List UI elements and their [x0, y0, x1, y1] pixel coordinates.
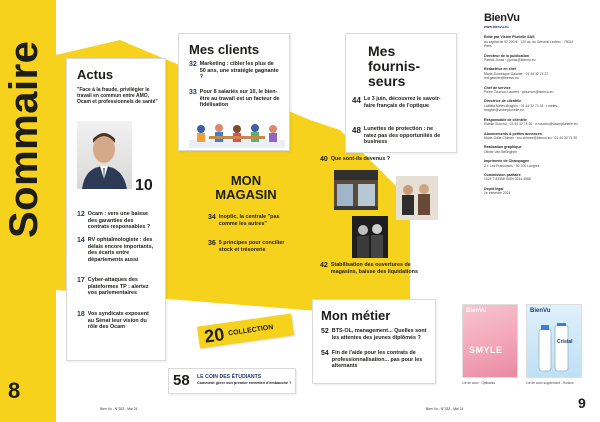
item-page: 40: [320, 156, 328, 163]
masthead-head: Directrice de clientèle: [484, 99, 522, 104]
item-page: 36: [208, 240, 216, 247]
cover-horizon[interactable]: BienVu Cristal: [526, 304, 582, 378]
clients-section: [178, 33, 290, 151]
footer-left: Bien Vu - N°332 - Mai 24: [100, 407, 138, 411]
masthead-entry: [484, 145, 580, 154]
cover-brand: SMYLE: [469, 345, 503, 355]
item-text: Fin de l'aide pour les contrats de professionnalisation... pas pour les alternants: [331, 350, 423, 370]
masthead-body: 2e trimestre 2024: [484, 191, 511, 196]
clients-illustration: [189, 120, 285, 148]
page-number-left: 8: [8, 378, 21, 403]
magasin-item[interactable]: [320, 156, 430, 163]
masthead-head: Dépôt légal: [484, 186, 504, 191]
etudiants-text: Comment gérer son premier entretien d'embauche ?: [197, 381, 292, 385]
masthead-entry: [484, 173, 580, 182]
item-page: 34: [208, 214, 216, 221]
etudiants-section[interactable]: [168, 368, 296, 394]
masthead-entry: [484, 67, 580, 80]
masthead-head: Réalisation graphique: [484, 145, 522, 150]
team-photo: [396, 176, 438, 220]
metier-title: Mon métier: [321, 308, 391, 323]
masthead-head: Chef de service: [484, 85, 511, 90]
actus-item[interactable]: [77, 237, 165, 263]
magasin-item[interactable]: [320, 262, 430, 275]
fournisseurs-section: [345, 33, 457, 153]
cover-caption: 1re de couv : Optiswiss: [462, 381, 495, 385]
cover-brand: Cristal: [557, 339, 573, 345]
masthead-body: Olivier Van Bellinghen: [484, 149, 518, 154]
masthead-body: Marie-Dominique Gasnier · 01 44 32 74 37 · md.gasnier@bienvu.eu: [484, 71, 551, 81]
masthead-head: Rédactrice en chef: [484, 67, 516, 72]
masthead-head: Responsable de clientèle: [484, 117, 527, 122]
item-text: Inoptic, la centrale "pas comme les autres": [218, 214, 280, 227]
masthead-entry: [484, 86, 580, 95]
masthead-body: 1024 T 83358 ISSN 0244-4968: [484, 177, 531, 182]
item-text: Marketing : cibler les plus de 50 ans, une stratégie gagnante ?: [199, 61, 279, 81]
collection-number: 20: [202, 323, 226, 347]
item-page: 44: [352, 96, 361, 105]
cover-optiswiss[interactable]: BienVu SMYLE: [462, 304, 518, 378]
fournisseurs-item[interactable]: [352, 126, 456, 146]
footer-right: Bien Vu - N°332 - Mai 24: [426, 407, 464, 411]
masthead-head: Commission paritaire: [484, 172, 521, 177]
masthead-head: Directeur de la publication: [484, 53, 530, 58]
masthead-body: Z.I. Les Franchises · 52 200 Langres: [484, 163, 540, 168]
masthead-head: Imprimerie de Champagne: [484, 159, 530, 164]
etudiants-title: LE COIN DES ÉTUDIANTS: [197, 374, 262, 380]
item-text: BTS-OL, management... Quelles sont les attentes des jeunes diplômés ?: [331, 328, 427, 341]
actus-item[interactable]: [77, 311, 165, 331]
fournisseurs-title-line1: Mes: [368, 43, 396, 59]
actus-quote-page: 10: [135, 177, 153, 194]
masthead-entry: [484, 54, 580, 63]
fournisseurs-title-line3: seurs: [368, 73, 406, 89]
item-page: 48: [352, 126, 361, 135]
masthead-url[interactable]: www.bienvu.eu: [484, 25, 509, 29]
bienvu-logo: BienVu: [484, 12, 520, 24]
actus-section: [66, 58, 166, 361]
item-text: Que sont-ils devenus ?: [330, 156, 391, 162]
actus-title: Actus: [77, 67, 114, 82]
fournisseurs-title-line2: fournis-: [368, 58, 421, 74]
actus-item[interactable]: [77, 211, 165, 231]
item-text: Vos syndicats exposent au Sénat leur vision du rôle des Ocam: [87, 311, 149, 331]
masthead-entry: [484, 118, 580, 127]
masthead-entry: [484, 159, 580, 168]
metier-item[interactable]: [321, 328, 435, 341]
metier-item[interactable]: [321, 350, 435, 370]
item-page: 14: [77, 237, 85, 244]
item-page: 52: [321, 328, 329, 335]
masthead-entry: [484, 187, 580, 196]
masthead-entry: [484, 35, 580, 48]
magasin-title: [206, 174, 286, 202]
fournisseurs-item[interactable]: [352, 96, 456, 109]
clients-title: Mes clients: [189, 42, 260, 57]
masthead-body: au capital de 97 200 € · 120 av. du Général Leclerc · 75014 Paris: [484, 39, 574, 49]
masthead-body: Laëtitia Meles-Braghin · 01 44 32 74 34 · l.meles-braghin@visionplurielle.eu: [484, 103, 559, 113]
item-text: Ocam : vers une baisse des garanties des contrats responsables ?: [87, 211, 151, 231]
masthead-body: Marie-Odile Chimes · mo.chimes@bienvu.eu · 01 44 32 74 30: [484, 135, 578, 140]
sommaire-title: Sommaire: [2, 40, 46, 238]
item-text: 5 principes pour concilier stock et trésorerie: [218, 240, 285, 253]
masthead-head: Abonnements & petites annonces: [484, 131, 542, 136]
magasin-item[interactable]: [208, 214, 308, 227]
actus-portrait-photo: [77, 121, 132, 189]
masthead-body: Estelle Souchu · 01 44 32 74 30 · e.souchu@visionplurielle.eu: [484, 122, 578, 127]
masthead-head: Édité par Vision Plurielle SAS: [484, 35, 535, 40]
masthead-body: Patrick Jonas · pjonas@bienvu.eu: [484, 58, 536, 63]
item-text: Stabilisation des ouvertures de magasins, baisse des liquidations: [330, 262, 418, 275]
masthead: [484, 12, 580, 201]
masthead-entry: [484, 99, 580, 112]
item-text: RV ophtalmologiste : des délais encore importants, des écarts entre départements aussi: [87, 237, 154, 263]
fournisseurs-title: [368, 44, 420, 89]
clients-item[interactable]: [189, 89, 287, 109]
masthead-body: Pierre Tournon-Laurent · ptournon@bienvu.eu: [484, 90, 554, 95]
magasin-title-line2: MAGASIN: [215, 187, 277, 202]
masthead-credits: [484, 35, 580, 195]
item-page: 17: [77, 277, 85, 284]
page-number-right: 9: [578, 395, 586, 411]
portrait-duo-photo: [352, 216, 388, 258]
actus-quote: "Face à la fraude, privilégier le travail en commun entre AMO, Ocam et professionnels de santé": [77, 87, 158, 106]
item-page: 32: [189, 61, 197, 68]
storefront-photo: [334, 170, 378, 210]
item-text: Pour 8 salariés sur 10, le bien-être au travail est un facteur de fidélisation: [199, 89, 280, 109]
item-page: 12: [77, 211, 85, 218]
clients-item[interactable]: [189, 61, 287, 81]
cover-caption: 1re de couv supplément : Horizon: [526, 381, 574, 385]
collection-label: COLLECTION: [227, 323, 274, 337]
masthead-entry: [484, 132, 580, 141]
magasin-item[interactable]: [208, 240, 308, 253]
item-text: Le 3 juin, découvrez le savoir-faire français de l'optique: [363, 96, 441, 109]
magasin-title-line1: MON: [230, 173, 262, 188]
item-page: 54: [321, 350, 329, 357]
metier-section: [312, 299, 436, 384]
item-page: 33: [189, 89, 197, 96]
actus-item[interactable]: [77, 277, 165, 297]
item-page: 18: [77, 311, 85, 318]
item-text: Lunettes de protection : ne ratez pas des opportunités de business: [363, 126, 441, 146]
item-text: Cyber-attaques des plateformes TP : alertez vos parlementaires: [87, 277, 149, 297]
etudiants-page: 58: [173, 372, 190, 389]
item-page: 42: [320, 262, 328, 269]
